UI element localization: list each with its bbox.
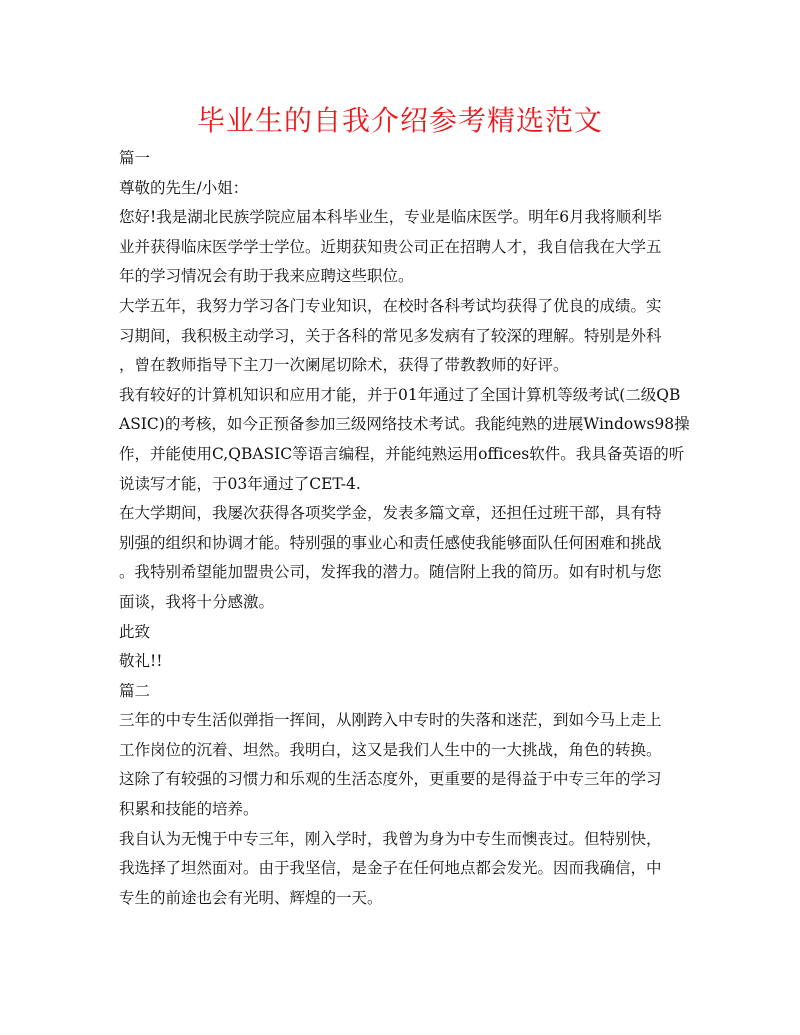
text-line: 面谈，我将十分感激。 [119,592,275,611]
salutation: 尊敬的先生/小姐： [119,178,249,197]
closing-line: 敬礼!! [119,652,163,671]
text-line: 。我特别希望能加盟贵公司，发挥我的潜力。随信附上我的简历。如有时机与您 [119,563,662,582]
document-body [119,144,690,913]
text-line: ASIC)的考核，如今正预备参加三级网络技术考试。我能纯熟的进展Windows98操 [119,415,690,434]
text-line: 三年的中专生活似弹指一挥间，从刚跨入中专时的失落和迷茫，到如今马上走上 [119,711,662,730]
text-line: 习期间，我积极主动学习，关于各科的常见多发病有了较深的理解。特别是外科 [119,326,662,345]
text-line: 在大学期间，我屡次获得各项奖学金，发表多篇文章，还担任过班干部，具有特 [119,504,662,523]
section-heading-2: 篇二 [119,681,151,700]
text-line: 这除了有较强的习惯力和乐观的生活态度外，更重要的是得益于中专三年的学习 [119,770,662,789]
text-line: 作，并能使用C,QBASIC等语言编程，并能纯熟运用offices软件。我具备英语的听 [119,444,685,463]
document-title: 毕业生的自我介绍参考精选范文 [196,104,603,137]
text-line: 说读写才能，于03年通过了CET-4. [119,474,361,493]
text-line: 我有较好的计算机知识和应用才能，并于01年通过了全国计算机等级考试(二级QB [119,385,681,404]
text-line: 我自认为无愧于中专三年，刚入学时，我曾为身为中专生而懊丧过。但特别快， [119,829,662,848]
text-line: 您好!我是湖北民族学院应届本科毕业生，专业是临床医学。明年6月我将顺利毕 [119,208,663,227]
text-line: 工作岗位的沉着、坦然。我明白，这又是我们人生中的一大挑战，角色的转换。 [119,740,662,759]
text-line: 专生的前途也会有光明、辉煌的一天。 [119,888,383,907]
text-line: 年的学习情况会有助于我来应聘这些职位。 [119,267,414,286]
section-heading-1: 篇一 [119,149,151,167]
text-line: 别强的组织和协调才能。特别强的事业心和责任感使我能够面队任何困难和挑战 [119,533,662,552]
text-line: 积累和技能的培养。 [119,800,259,819]
text-line: 大学五年，我努力学习各门专业知识，在校时各科考试均获得了优良的成绩。实 [119,296,662,315]
text-line: 业并获得临床医学学士学位。近期获知贵公司正在招聘人才，我自信我在大学五 [119,237,662,256]
closing-line: 此致 [119,622,151,641]
text-line: 我选择了坦然面对。由于我坚信，是金子在任何地点都会发光。因而我确信，中 [119,859,662,878]
text-line: ，曾在教师指导下主刀一次阑尾切除术，获得了带教教师的好评。 [119,356,569,375]
